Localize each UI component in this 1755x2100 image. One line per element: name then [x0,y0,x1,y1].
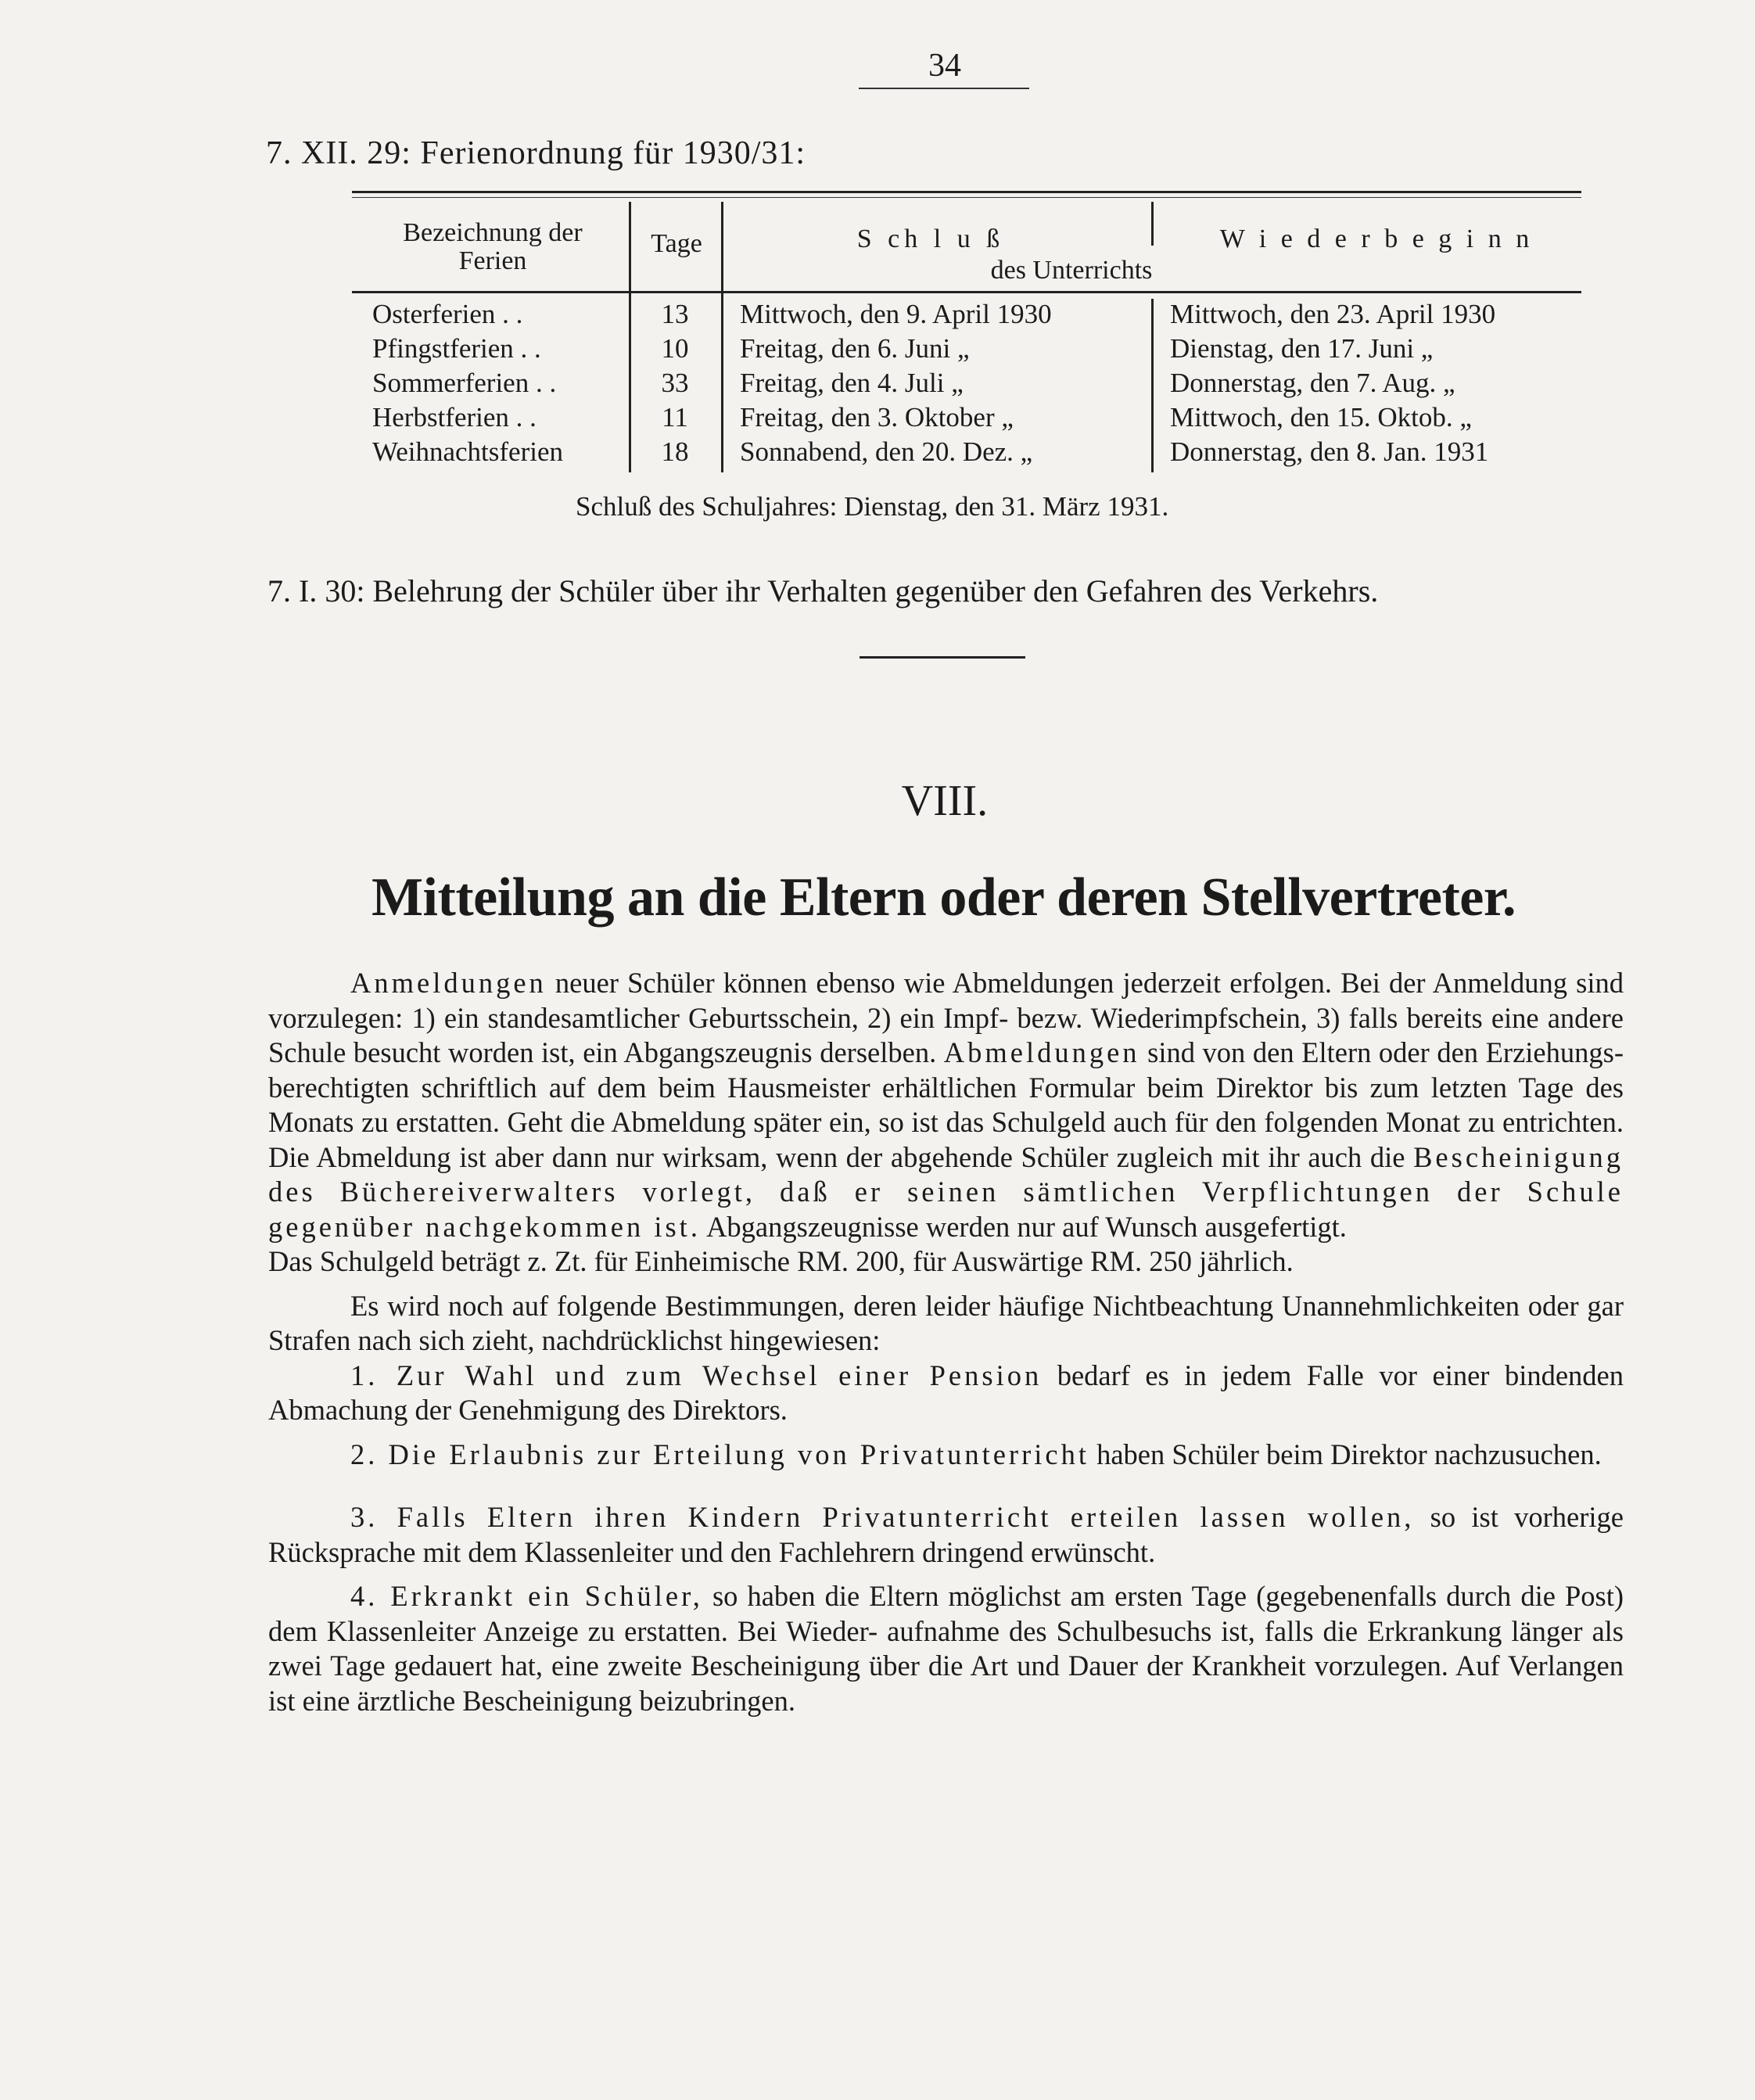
row-name: Sommerferien . . [372,368,557,398]
header-schluss: S ch l u ß [856,224,1005,253]
row-wiederbeginn: Mittwoch, den 23. April 1930 [1170,299,1496,329]
row-schluss: Freitag, den 4. Juli „ [740,368,964,398]
paragraph-schulgeld: Das Schulgeld beträgt z. Zt. für Einheimische RM. 200, für Auswärtige RM. 250 jährlich. [268,1245,1294,1277]
ferienordnung-heading: 7. XII. 29: Ferienordnung für 1930/31: [266,135,806,171]
page-number: 34 [928,48,961,84]
header-bezeichnung: Bezeichnung der Ferien [403,218,583,275]
paragraph-text: neuer Schüler können ebenso wie Abmeldungen jederzeit erfolgen. Bei der Anmeldung sind vorzulegen: 1) ein standesamtlicher Geburtsschein, 2) ein Impf- bezw. Wiederimpfschein, 3) falls bereits eine andere Schule besucht worden ist, ein Abgangszeugnis derselben. [268,967,1624,1068]
header-wiederbeginn: W i e d e r b e g i n n [1219,224,1534,253]
section-number: VIII. [901,777,989,825]
header-des-unterrichts: des Unterrichts [990,256,1153,285]
row-schluss: Sonnabend, den 20. Dez. „ [740,436,1033,467]
column-divider [1151,299,1154,472]
paragraph-anmeldungen [268,966,1624,1244]
column-divider [1151,202,1154,246]
rule-item [268,1359,1624,1428]
rule-text: bedarf es in jedem Falle vor einer bindenden Abmachung der Genehmigung des Direktors. [268,1359,1624,1426]
table-top-rule [352,191,1581,193]
table-top-rule-thin [352,197,1581,198]
row-schluss: Freitag, den 6. Juni „ [740,333,970,364]
rule-lead: 1. Zur Wahl und zum Wechsel einer Pension [350,1359,1043,1391]
rule-text: so ist vorherige Rücksprache mit dem Klassenleiter und den Fachlehrern dringend erwünscht. [268,1501,1624,1568]
row-name: Herbstferien . . [372,402,537,433]
rule-text: so haben die Eltern möglichst am ersten Tage (gegebenenfalls durch die Post) dem Klassenleiter Anzeige zu erstatten. Bei Wieder- aufnahme des Schulbesuchs ist, falls die Erkrankung länger als zwei Tage gedauert hat, eine zweite Bescheinigung über die Art und Dauer der Krankheit vorzulegen. Auf Verlangen ist eine ärztliche Bescheinigung beizubringen. [268,1580,1624,1717]
table-header-rule [352,291,1581,293]
rule-item [268,1438,1624,1473]
row-wiederbeginn: Donnerstag, den 8. Jan. 1931 [1170,436,1489,467]
rule-text: haben Schüler beim Direktor nachzusuchen. [1089,1438,1602,1470]
column-divider [629,202,631,472]
paragraph-text: sind von den Eltern oder den Erziehungs- berechtigten schriftlich auf dem beim Hausmeister erhältlichen Formular beim Direktor bis zum letzten Tage des Monats zu erstatten. Geht die Abmeldung später ein, so ist das Schulgeld auch für den folgenden Monat zu entrichten. Die Abmeldung ist aber dann nur wirksam, wenn der abgehende Schüler zugleich mit ihr auch die [268,1036,1624,1173]
rule-item [268,1500,1624,1570]
spaced-text: Bescheinigung des Büchereiverwalters vorlegt, daß er seinen sämtlichen Verpflichtungen der Schule gegenüber nachgekommen ist. [268,1140,1624,1243]
rule-lead: 2. Die Erlaubnis zur Erteilung von Privatunterricht [350,1438,1089,1470]
column-divider [721,202,723,472]
row-tage: 10 [661,333,689,364]
rule-lead: 4. Erkrankt ein Schüler, [350,1580,703,1612]
row-name: Weihnachtsferien [372,436,564,467]
section-divider [860,656,1025,659]
belehrung-heading: 7. I. 30: Belehrung der Schüler über ihr Verhalten gegenüber den Gefahren des Verkehrs. [267,573,1379,608]
paragraph-bestimmungen: Es wird noch auf folgende Bestimmungen, deren leider häufige Nichtbeachtung Unannehmlichkeiten oder gar Strafen nach sich zieht, nachdrücklichst hingewiesen: [268,1289,1624,1356]
row-tage: 18 [661,436,689,467]
header-tage: Tage [651,229,702,258]
row-wiederbeginn: Donnerstag, den 7. Aug. „ [1170,368,1455,398]
row-name: Osterferien . . [372,299,523,329]
spaced-lead: Anmeldungen [350,967,547,999]
row-wiederbeginn: Dienstag, den 17. Juni „ [1170,333,1434,364]
paragraph-text: Abgangszeugnisse werden nur auf Wunsch ausgefertigt. [700,1210,1347,1243]
ferien-table [352,191,1581,472]
row-tage: 13 [661,299,689,329]
row-tage: 11 [662,402,688,433]
section-title: Mitteilung an die Eltern oder deren Stellvertreter. [371,867,1516,928]
row-wiederbeginn: Mittwoch, den 15. Oktob. „ [1170,402,1472,433]
rule-item [268,1579,1624,1718]
row-schluss: Mittwoch, den 9. April 1930 [740,299,1052,329]
spaced-lead: Abmeldungen [943,1036,1140,1068]
rule-lead: 3. Falls Eltern ihren Kindern Privatunterricht erteilen lassen wollen, [350,1501,1415,1533]
schuljahresschluss: Schluß des Schuljahres: Dienstag, den 31. März 1931. [576,491,1169,522]
row-name: Pfingstferien . . [372,333,541,364]
row-tage: 33 [661,368,689,398]
page-number-rule [859,88,1029,89]
row-schluss: Freitag, den 3. Oktober „ [740,402,1014,433]
section-body [268,966,1624,1718]
